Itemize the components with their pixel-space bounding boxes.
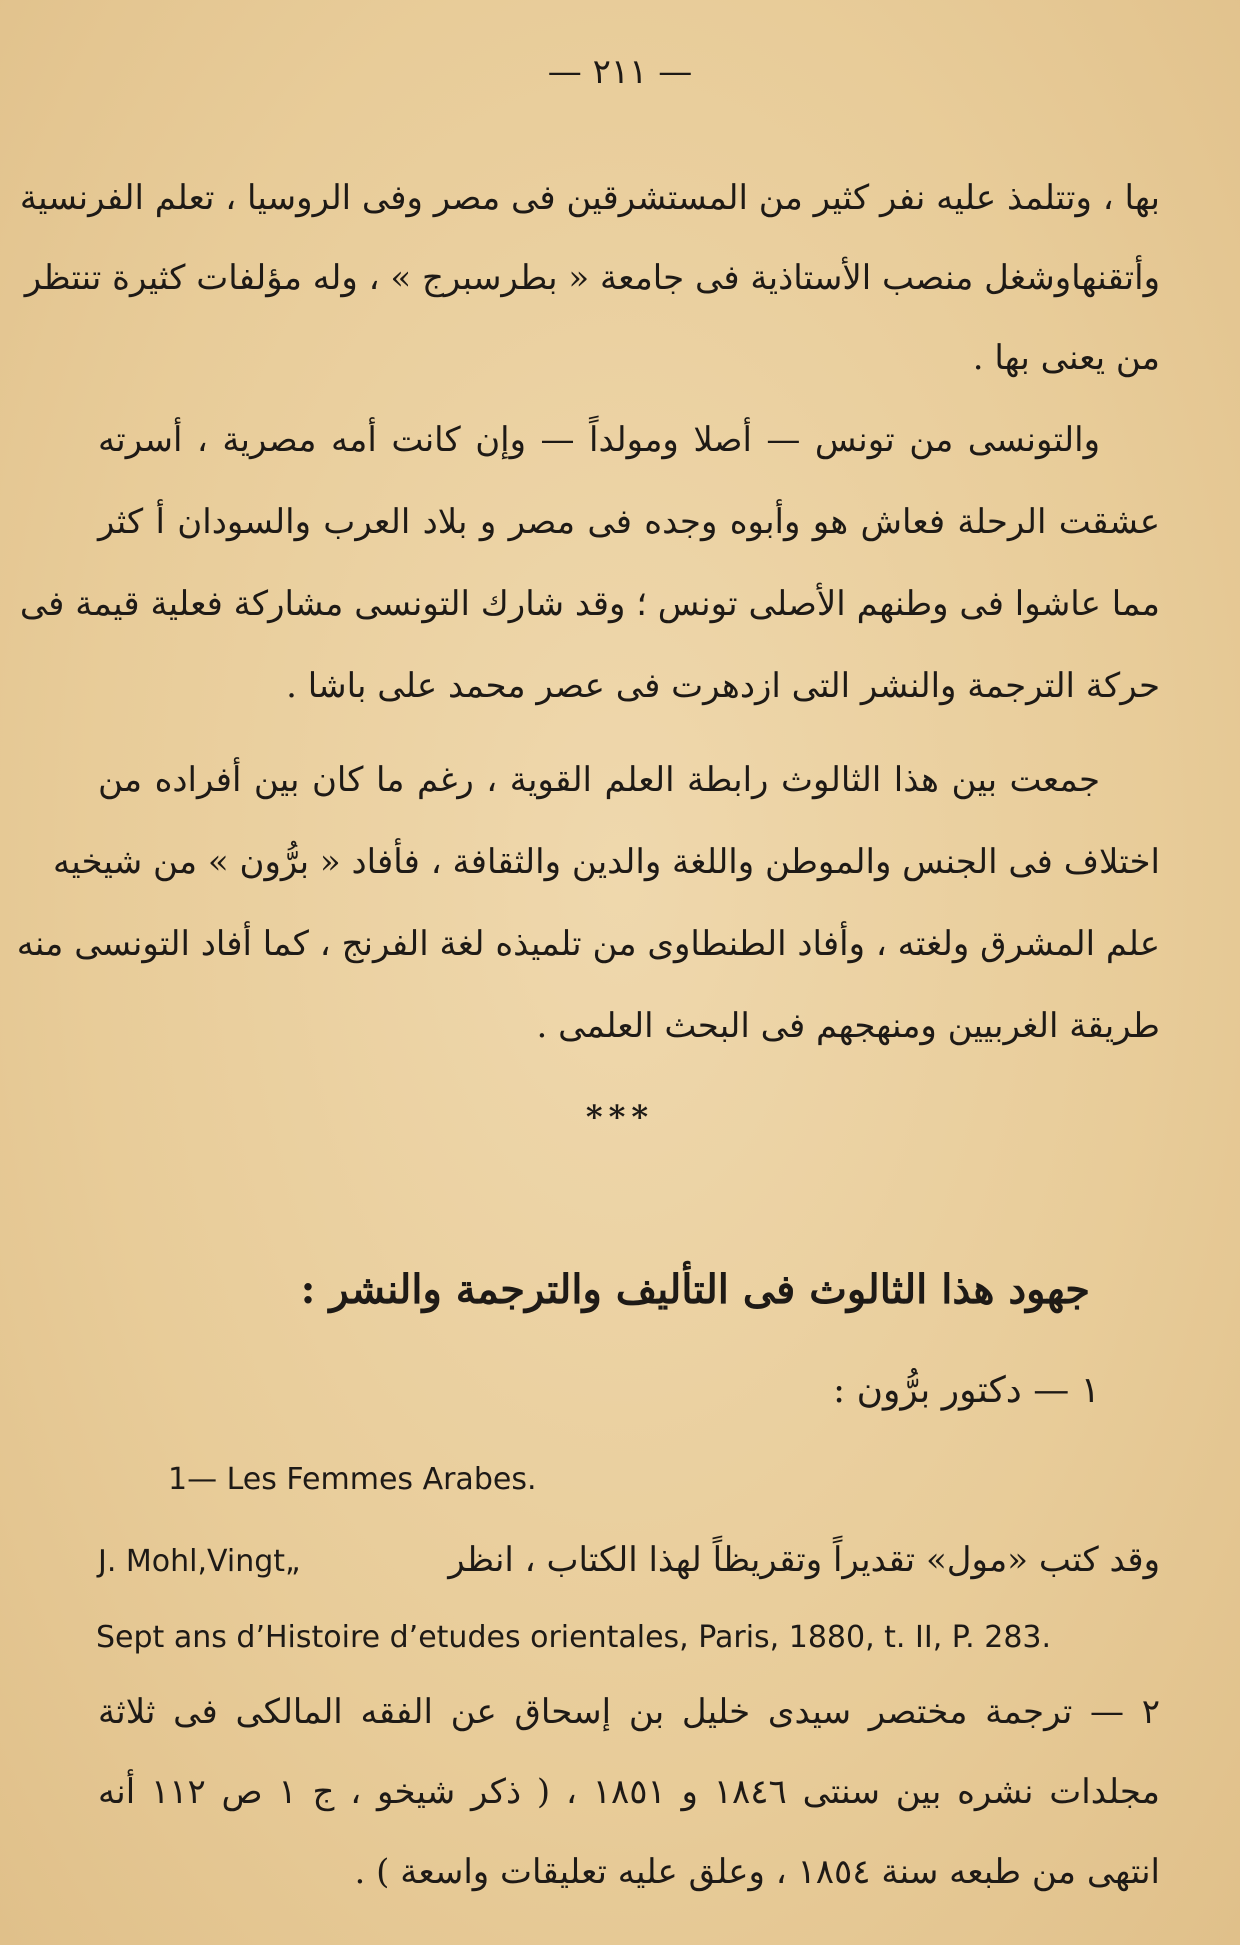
item-1-note-arabic: وقد كتب «مول» تقديراً وتقريظاً لهذا الكتاب ، انظر	[448, 1540, 1160, 1580]
paragraph-2-line-2: عشقت الرحلة فعاش هو وأبوه وجده فى مصر و بلاد العرب والسودان أ كثر	[98, 502, 1160, 542]
sub-heading: ١ — دكتور برُّون :	[833, 1370, 1100, 1411]
item-2-line-1: ٢ — ترجمة مختصر سيدى خليل بن إسحاق عن الفقه المالكى فى ثلاثة	[98, 1692, 1160, 1732]
paragraph-3-line-4: طريقة الغربيين ومنهجهم فى البحث العلمى .	[536, 1006, 1160, 1046]
paragraph-1-line-2: وأتقنهاوشغل منصب الأستاذية فى جامعة « بطرسبرج » ، وله مؤلفات كثيرة تنتظر	[24, 258, 1160, 298]
page-number: — ٢١١ —	[547, 52, 693, 92]
item-1-note-latin: J. Mohl,Vingt„	[98, 1544, 301, 1579]
item-1-reference: Sept ans d’Histoire d’etudes orientales, Paris, 1880, t. II, P. 283.	[96, 1620, 1052, 1655]
item-1-title: 1— Les Femmes Arabes.	[168, 1462, 537, 1497]
item-2-line-2: مجلدات نشره بين سنتى ١٨٤٦ و ١٨٥١ ، ( ذكر شيخو ، ج ١ ص ١١٢ أنه	[98, 1772, 1160, 1812]
paragraph-1-line-1: بها ، وتتلمذ عليه نفر كثير من المستشرقين فى مصر وفى الروسيا ، تعلم الفرنسية	[19, 178, 1160, 218]
paragraph-3-line-3: علم المشرق ولغته ، وأفاد الطنطاوى من تلميذه لغة الفرنج ، كما أفاد التونسى منه	[16, 924, 1160, 964]
paragraph-1-line-3: من يعنى بها .	[972, 338, 1160, 378]
paragraph-2-line-3: مما عاشوا فى وطنهم الأصلى تونس ؛ وقد شارك التونسى مشاركة فعلية قيمة فى	[19, 584, 1160, 624]
item-2-line-3: انتهى من طبعه سنة ١٨٥٤ ، وعلق عليه تعليقات واسعة ) .	[354, 1852, 1160, 1892]
section-heading: جهود هذا الثالوث فى التأليف والترجمة والنشر :	[300, 1266, 1090, 1313]
paragraph-3-line-1: جمعت بين هذا الثالوث رابطة العلم القوية ، رغم ما كان بين أفراده من	[98, 760, 1100, 800]
item-1-note	[98, 1540, 1160, 1580]
paragraph-2-line-1: والتونسى من تونس — أصلا ومولداً — وإن كانت أمه مصرية ، أسرته	[98, 420, 1100, 460]
section-separator: ***	[585, 1098, 655, 1136]
paragraph-3-line-2: اختلاف فى الجنس والموطن واللغة والدين والثقافة ، فأفاد « برُّون » من شيخيه	[53, 842, 1160, 882]
paragraph-2-line-4: حركة الترجمة والنشر التى ازدهرت فى عصر محمد على باشا .	[286, 666, 1160, 706]
